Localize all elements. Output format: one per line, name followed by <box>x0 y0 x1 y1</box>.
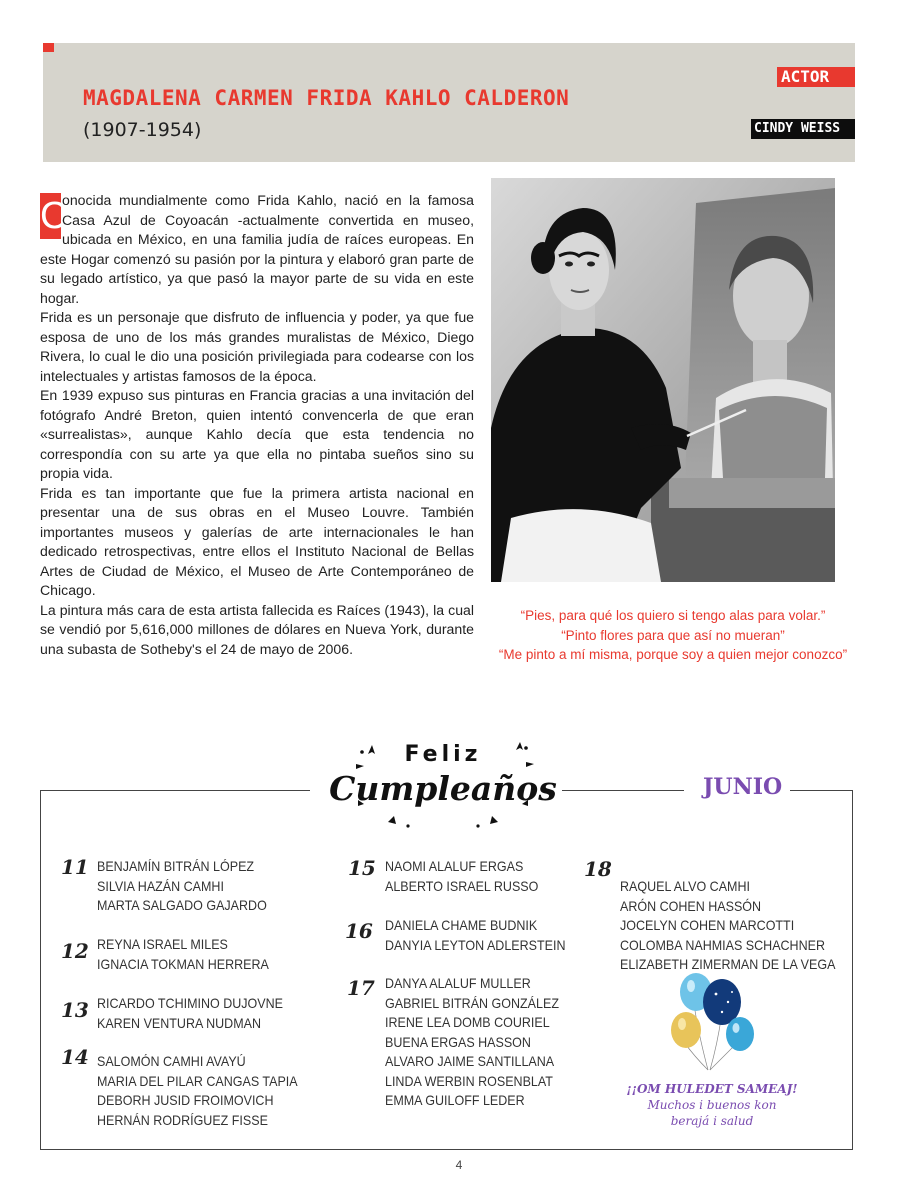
box-top-rule-left <box>40 790 310 791</box>
birthday-names <box>97 994 283 1033</box>
birthday-name: DANYIA LEYTON ADLERSTEIN <box>385 937 566 953</box>
birthday-name: RICARDO TCHIMINO DUJOVNE <box>97 996 283 1011</box>
birthday-name: SILVIA HAZÁN CAMHI <box>97 878 224 894</box>
birthday-name: DEBORH JUSID FROIMOVICH <box>97 1093 274 1108</box>
day-number: 13 <box>61 998 89 1022</box>
day-number: 11 <box>61 855 89 879</box>
birthday-name: SALOMÓN CAMHI AVAYÚ <box>97 1054 246 1069</box>
feliz-cumpleanos-logo <box>329 734 557 832</box>
article-paragraph: La pintura más cara de esta artista fallecida es Raíces (1943), la cual se vendió por 5,616,000 millones de dólares en Nueva York, durante una subasta de Sotheby's el 24 de mayo de 2006. <box>40 601 474 657</box>
logo-line-feliz: Feliz <box>404 742 482 767</box>
birthday-names <box>97 857 267 916</box>
wish-line: Muchos i buenos kon <box>647 1098 777 1112</box>
article-years: (1907-1954) <box>83 119 202 141</box>
wish-line: berajá i salud <box>670 1114 754 1128</box>
birthday-names <box>97 1052 298 1130</box>
birthday-names <box>385 916 565 955</box>
page-number: 4 <box>455 1158 463 1172</box>
birthday-name: IRENE LEA DOMB COURIEL <box>385 1015 550 1030</box>
birthday-name: REYNA ISRAEL MILES <box>97 937 228 952</box>
box-top-rule-right <box>790 790 853 791</box>
birthday-name: ALBERTO ISRAEL RUSSO <box>385 878 539 894</box>
birthday-name: DANYA ALALUF MULLER <box>385 976 531 991</box>
birthday-name: COLOMBA NAHMIAS SCHACHNER <box>620 937 826 953</box>
day-number: 16 <box>345 919 373 943</box>
birthday-name: BUENA ERGAS HASSON <box>385 1034 531 1050</box>
logo-line-cumpleanos: Cumpleaños <box>329 769 557 808</box>
birthday-name: HERNÁN RODRÍGUEZ FISSE <box>97 1112 268 1128</box>
birthday-name: MARTA SALGADO GAJARDO <box>97 898 267 913</box>
birthday-name: NAOMI ALALUF ERGAS <box>385 859 524 874</box>
article-title: MAGDALENA CARMEN FRIDA KAHLO CALDERON <box>83 86 570 110</box>
day-number: 17 <box>347 976 375 1000</box>
birthday-name: MARIA DEL PILAR CANGAS TAPIA <box>97 1073 298 1089</box>
birthday-name: IGNACIA TOKMAN HERRERA <box>97 956 269 972</box>
birthday-name: RAQUEL ALVO CAMHI <box>620 879 750 894</box>
birthday-name: EMMA GUILOFF LEDER <box>385 1093 525 1108</box>
birthday-names <box>385 857 538 896</box>
quote: “Pies, para qué los quiero si tengo alas para volar.” <box>520 608 826 623</box>
author-tag: CINDY WEISS <box>751 119 855 139</box>
month-label: JUNIO <box>703 774 783 800</box>
birthday-name: LINDA WERBIN ROSENBLAT <box>385 1073 553 1089</box>
birthday-name: BENJAMÍN BITRÁN LÓPEZ <box>97 859 255 874</box>
birthday-name: JOCELYN COHEN MARCOTTI <box>620 918 795 933</box>
birthday-name: ARÓN COHEN HASSÓN <box>620 898 762 914</box>
birthday-name: KAREN VENTURA NUDMAN <box>97 1015 262 1031</box>
birthday-name: DANIELA CHAME BUDNIK <box>385 918 538 933</box>
section-tag: ACTOR <box>777 67 855 87</box>
day-number: 18 <box>584 857 612 881</box>
drop-cap: C <box>40 195 68 237</box>
wish-title: ¡¡OM HULEDET SAMEAJ! <box>626 1082 798 1096</box>
frida-painting-photo <box>491 178 835 582</box>
article-paragraph: C onocida mundialmente como Frida Kahlo, nació en la famosa Casa Azul de Coyoacán -actualmente convertida en museo, ubicada en México, en una familia judía de raíces europeas. En este Hogar comenzó su pasión por la pintura y elaboró gran parte de su legado artístico, ya que pasó la mayor parte de su vida en este hogar. <box>40 192 474 306</box>
article-paragraph: En 1939 expuso sus pinturas en Francia gracias a una invitación del fotógrafo André Breton, quien intentó convencerla de que eran «surrealistas», aunque Kahlo decía que esta tendencia no correspondía con su arte ya que ella no pintaba sueños sino su propia vida. <box>40 387 474 481</box>
birthday-names <box>97 935 269 974</box>
quote: “Pinto flores para que así no mueran” <box>561 627 785 643</box>
birthday-wish <box>610 1081 814 1129</box>
box-top-rule-mid <box>562 790 684 791</box>
birthday-names <box>385 974 559 1111</box>
birthday-name: ELIZABETH ZIMERMAN DE LA VEGA <box>620 957 836 972</box>
birthday-name: GABRIEL BITRÁN GONZÁLEZ <box>385 995 559 1011</box>
quote: “Me pinto a mí misma, porque soy a quien mejor conozco” <box>498 647 848 662</box>
article-paragraph: Frida es tan importante que fue la primera artista nacional en presentar una de sus obras en el Museo Louvre. También importantes museos y galerías de arte internacionales le han dedicado retrospectivas, entre ellos el Instituto Nacional de Bellas Artes de Ciudad de México, el Museo de Arte Contemporáneo de Chicago. <box>40 484 474 598</box>
balloons-illustration <box>664 972 764 1072</box>
day-number: 14 <box>61 1045 89 1069</box>
article-paragraph: Frida es un personaje que disfruto de influencia y poder, ya que fue esposa de uno de los más grandes muralistas de México, Diego Rivera, lo cual le dio una posición privilegiada para codearse con los intelectuales y artistas famosos de la época. <box>40 309 474 384</box>
corner-accent <box>43 43 54 52</box>
article-body <box>40 191 474 659</box>
day-number: 15 <box>348 856 376 880</box>
birthday-names <box>620 877 835 975</box>
day-number: 12 <box>61 939 89 963</box>
birthday-name: ALVARO JAIME SANTILLANA <box>385 1054 555 1069</box>
quotes-block <box>491 606 855 665</box>
